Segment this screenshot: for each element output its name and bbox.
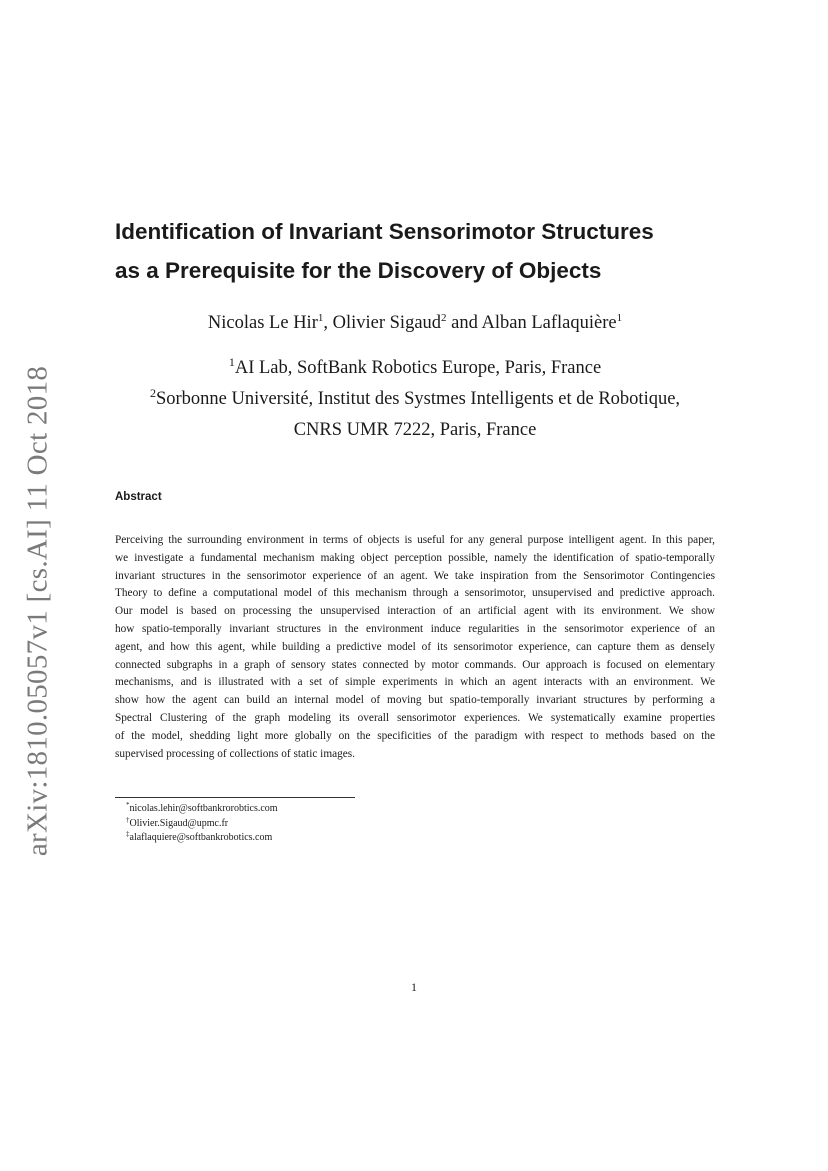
footnote-email: [126, 817, 278, 832]
abstract-line: mechanisms, and is illustrated with a set of simple experiments in which an agent interacts with an environment. We: [115, 676, 715, 689]
abstract-line: Spectral Clustering of the graph modeling its overall sensorimotor experiences. We systematically examine properties: [115, 711, 715, 724]
abstract-line: invariant structures in the sensorimotor experience of an agent. We take inspiration from the Sensorimotor Contingencies: [115, 569, 715, 582]
footnote-mark: ‡: [126, 830, 130, 838]
affiliation-text: AI Lab, SoftBank Robotics Europe, Paris, France: [234, 358, 602, 378]
title-line-2: as a Prerequisite for the Discovery of Objects: [115, 258, 602, 283]
arxiv-identifier-stamp: arXiv:1810.05057v1 [cs.AI] 11 Oct 2018: [21, 365, 54, 857]
abstract-line: Perceiving the surrounding environment in terms of objects is useful for any general purpose intelligent agent. In this paper,: [115, 534, 715, 546]
author-affiliation-mark: 2: [441, 312, 447, 324]
author-list: [115, 310, 715, 336]
affiliation-mark: 2: [149, 386, 156, 400]
abstract-line: agent, and how this agent, while building a predictive model of its sensorimotor experience, can capture them as densely: [115, 640, 715, 653]
affiliation-mark: 1: [228, 355, 235, 369]
affiliation-text: Sorbonne Université, Institut des Systmes Intelligents et de Robotique,: [155, 389, 681, 409]
abstract-body: [115, 532, 715, 763]
author-affiliation-mark: 1: [616, 312, 623, 324]
affiliations: [115, 353, 715, 446]
abstract-line: Theory to define a computational model of this mechanism through a sensorimotor, unsupervised and predictive approach.: [115, 587, 715, 600]
author-separator: ,: [323, 313, 333, 333]
abstract-line: Our model is based on processing the unsupervised interaction of an artificial agent with its environment. We show: [115, 605, 715, 618]
abstract-line: show how the agent can build an internal model of moving but spatio-temporally invariant structures by performing a: [115, 694, 715, 707]
footnote-email: [126, 831, 278, 846]
footnote-text: alaflaquiere@softbankrobotics.com: [129, 832, 273, 843]
author-separator: and: [446, 313, 482, 333]
affiliation-2-continued: CNRS UMR 7222, Paris, France: [293, 420, 537, 440]
abstract-heading: Abstract: [115, 491, 162, 503]
author-affiliation-mark: 1: [317, 312, 324, 324]
author-name: Nicolas Le Hir: [207, 313, 318, 333]
abstract-line: connected subgraphs in a graph of sensory states connected by motor commands. Our approach is focused on elementary: [115, 658, 715, 671]
affiliation-1: [115, 353, 715, 384]
abstract-line: supervised processing of collections of static images.: [115, 747, 355, 760]
footnote-email: [126, 802, 278, 817]
abstract-line: of the model, shedding light more globally on the specificities of the paradigm with respect to methods based on the: [115, 729, 715, 742]
title-line-1: Identification of Invariant Sensorimotor Structures: [115, 219, 654, 244]
affiliation-2: [115, 384, 715, 415]
paper-title: [115, 212, 735, 290]
footnote-mark: †: [126, 815, 130, 824]
footnote-divider: [115, 797, 355, 798]
footnote-text: nicolas.lehir@softbankrorobtics.com: [129, 803, 278, 814]
footnote-mark: *: [126, 801, 130, 809]
footnotes: [126, 802, 278, 846]
abstract-line: we investigate a fundamental mechanism making object perception possible, namely the identification of spatio-temporally: [115, 551, 715, 564]
footnote-text: Olivier.Sigaud@upmc.fr: [129, 817, 229, 829]
author-name: Alban Laflaquière: [481, 313, 617, 333]
author-name: Olivier Sigaud: [332, 313, 442, 333]
abstract-line: how spatio-temporally invariant structures in the environment induce regularities in the sensorimotor experience of an: [115, 622, 715, 635]
page-number: 1: [411, 980, 417, 994]
